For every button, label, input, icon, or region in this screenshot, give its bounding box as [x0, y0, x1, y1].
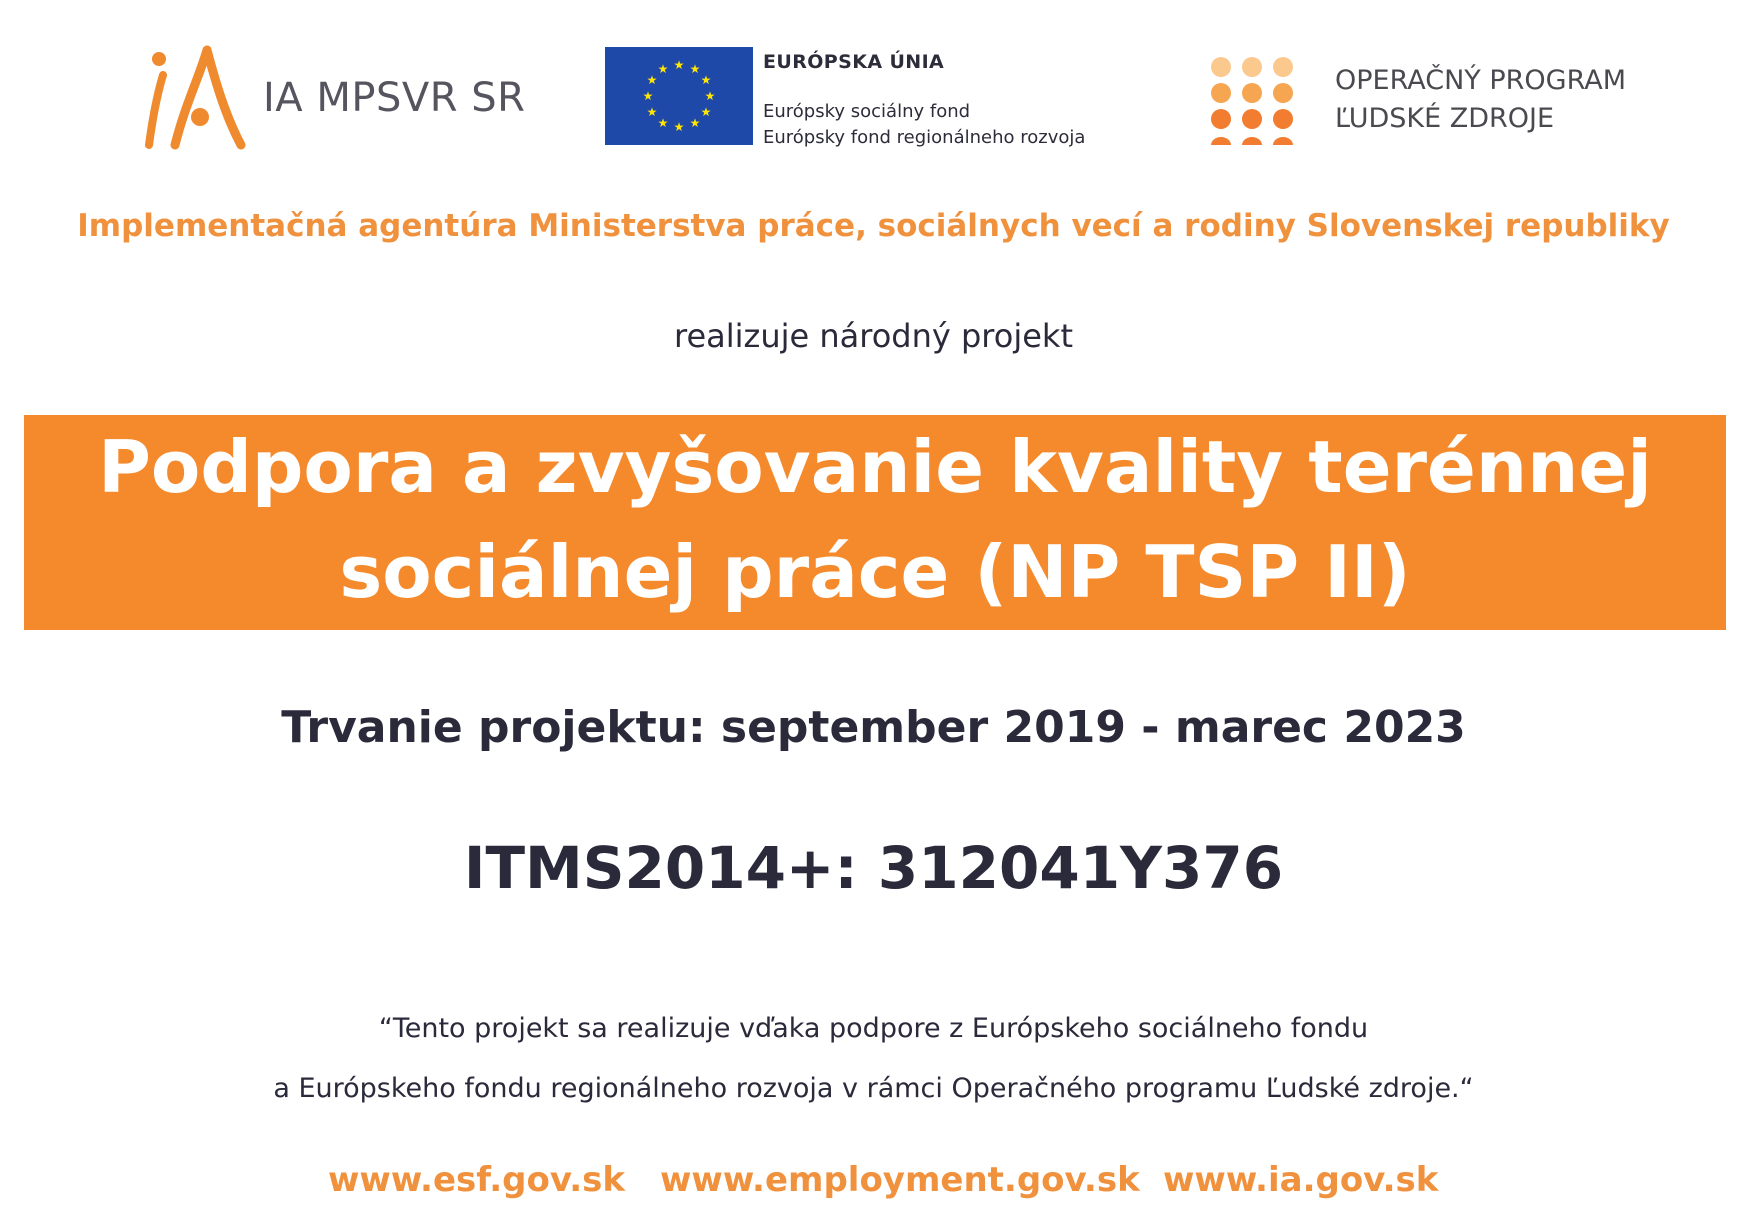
svg-text:★: ★ [689, 116, 701, 130]
svg-text:★: ★ [646, 105, 658, 119]
svg-text:★: ★ [657, 116, 669, 130]
eu-fund-line-2: Európsky fond regionálneho rozvoja [763, 127, 1086, 148]
eu-title: EURÓPSKA ÚNIA [763, 51, 945, 73]
op-logo-line-2: ĽUDSKÉ ZDROJE [1335, 103, 1555, 134]
eu-flag-icon [605, 47, 753, 145]
ia-mpsvr-logo [145, 45, 526, 155]
svg-text:★: ★ [700, 105, 712, 119]
funding-quote-line-1: “Tento projekt sa realizuje vďaka podpore z Európskeho sociálneho fondu [378, 1013, 1369, 1044]
intro-text: realizuje národný projekt [674, 317, 1073, 355]
op-logo-line-1: OPERAČNÝ PROGRAM [1335, 65, 1627, 96]
eu-logo [605, 45, 1125, 155]
ia-logo-icon [145, 45, 255, 155]
project-title-banner [24, 415, 1726, 630]
eu-fund-line-1: Európsky sociálny fond [763, 101, 971, 122]
link-ia[interactable]: www.ia.gov.sk [1163, 1160, 1439, 1200]
svg-text:★: ★ [646, 73, 658, 87]
ia-logo-text: IA MPSVR SR [263, 75, 526, 121]
svg-text:★: ★ [657, 62, 669, 76]
op-dots-icon [1205, 55, 1305, 147]
project-duration: Trvanie projektu: september 2019 - marec 2023 [281, 702, 1466, 753]
project-title-line-1: Podpora a zvyšovanie kvality terénnej [98, 425, 1652, 509]
itms-code: ITMS2014+: 312041Y376 [463, 834, 1284, 902]
link-esf[interactable]: www.esf.gov.sk [328, 1160, 625, 1200]
op-ludske-zdroje-logo [1200, 50, 1660, 150]
funding-quote-line-2: a Európskeho fondu regionálneho rozvoja v rámci Operačného programu Ľudské zdroje.“ [273, 1073, 1474, 1104]
svg-text:★: ★ [700, 73, 712, 87]
svg-text:★: ★ [673, 58, 685, 72]
svg-text:★: ★ [673, 120, 685, 134]
project-title-line-2: sociálnej práce (NP TSP II) [339, 530, 1411, 614]
svg-text:★: ★ [642, 89, 654, 103]
agency-name: Implementačná agentúra Ministerstva práce, sociálnych vecí a rodiny Slovenskej republiky [77, 208, 1670, 244]
svg-text:★: ★ [689, 62, 701, 76]
link-employment[interactable]: www.employment.gov.sk [660, 1160, 1140, 1200]
svg-text:★: ★ [704, 89, 716, 103]
